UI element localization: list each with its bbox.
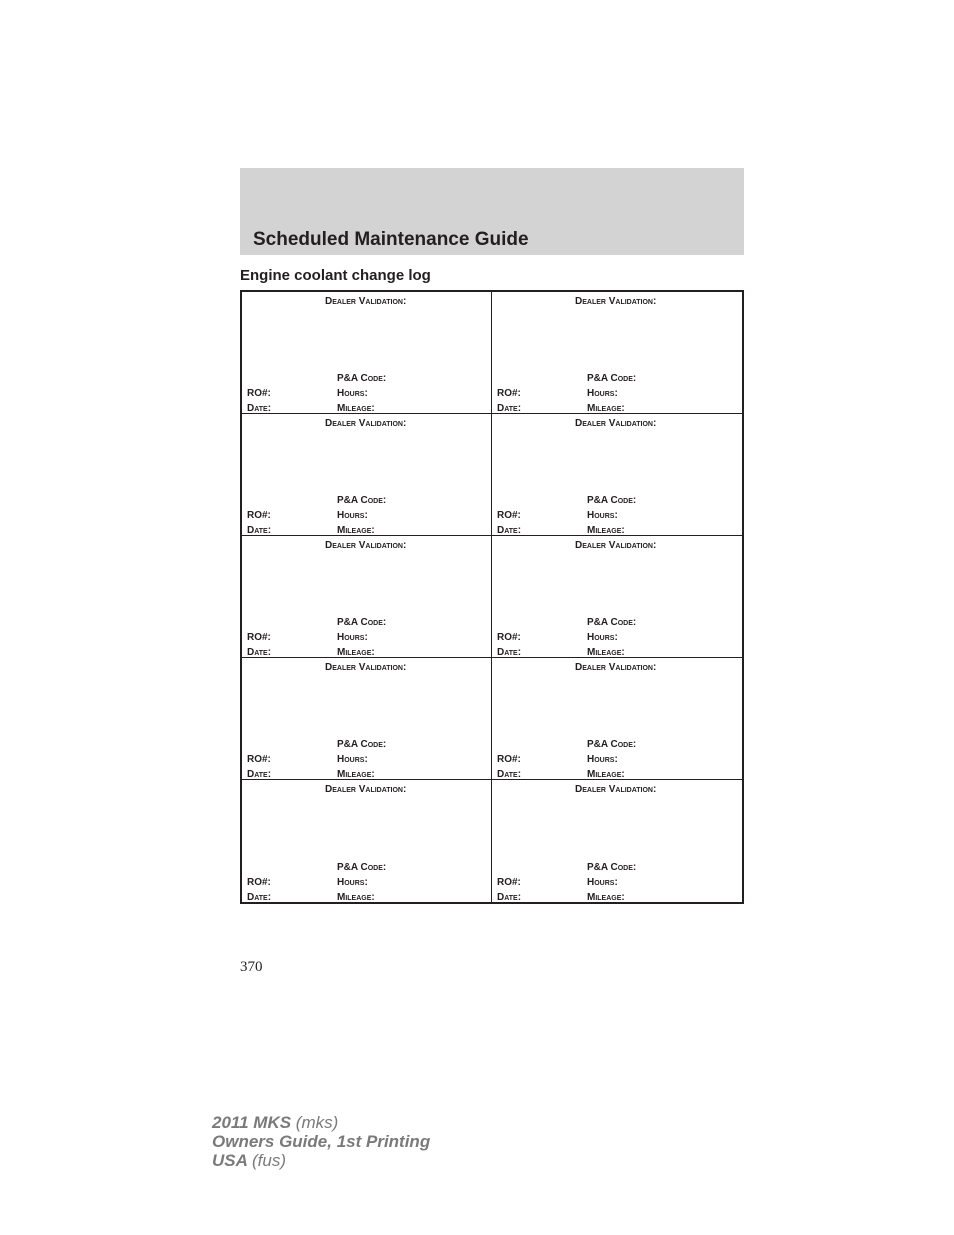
hours-label: Hours:: [587, 754, 618, 765]
dealer-validation-label: Dealer Validation:: [575, 296, 657, 307]
coolant-change-log-table: [240, 290, 744, 904]
dealer-validation-label: Dealer Validation:: [575, 784, 657, 795]
log-entry-cell: [492, 658, 742, 780]
footer-market: USA: [212, 1151, 248, 1170]
pa-code-label: P&A Code:: [337, 739, 387, 750]
dealer-validation-label: Dealer Validation:: [325, 662, 407, 673]
dealer-validation-label: Dealer Validation:: [325, 540, 407, 551]
dealer-validation-label: Dealer Validation:: [325, 784, 407, 795]
footer-model: 2011 MKS: [212, 1113, 292, 1132]
footer-line-market: [212, 1151, 430, 1170]
log-entry-cell: [242, 658, 492, 780]
ro-number-label: RO#:: [497, 388, 521, 399]
ro-number-label: RO#:: [497, 754, 521, 765]
pa-code-label: P&A Code:: [587, 862, 637, 873]
footer-line-model: [212, 1113, 430, 1132]
footer-market-code: (fus): [252, 1151, 286, 1170]
date-label: Date:: [497, 892, 522, 903]
footer-guide-edition: Owners Guide, 1st Printing: [212, 1132, 431, 1151]
header-band: [240, 168, 744, 255]
pa-code-label: P&A Code:: [587, 495, 637, 506]
ro-number-label: RO#:: [247, 388, 271, 399]
ro-number-label: RO#:: [497, 877, 521, 888]
ro-number-label: RO#:: [247, 754, 271, 765]
page-number: 370: [240, 959, 263, 975]
date-label: Date:: [247, 403, 272, 414]
pa-code-label: P&A Code:: [587, 739, 637, 750]
mileage-label: Mileage:: [337, 403, 375, 414]
mileage-label: Mileage:: [337, 525, 375, 536]
log-entry-cell: [492, 780, 742, 902]
pa-code-label: P&A Code:: [587, 373, 637, 384]
dealer-validation-label: Dealer Validation:: [575, 662, 657, 673]
ro-number-label: RO#:: [497, 632, 521, 643]
date-label: Date:: [247, 525, 272, 536]
hours-label: Hours:: [587, 510, 618, 521]
hours-label: Hours:: [337, 388, 368, 399]
hours-label: Hours:: [337, 877, 368, 888]
date-label: Date:: [497, 525, 522, 536]
ro-number-label: RO#:: [247, 632, 271, 643]
date-label: Date:: [247, 769, 272, 780]
footer-line-guide: [212, 1132, 430, 1151]
footer-model-code: (mks): [295, 1113, 339, 1132]
hours-label: Hours:: [337, 754, 368, 765]
mileage-label: Mileage:: [587, 403, 625, 414]
pa-code-label: P&A Code:: [337, 495, 387, 506]
pa-code-label: P&A Code:: [337, 373, 387, 384]
log-entry-cell: [242, 780, 492, 902]
log-entry-cell: [242, 536, 492, 658]
date-label: Date:: [497, 403, 522, 414]
hours-label: Hours:: [587, 388, 618, 399]
pa-code-label: P&A Code:: [337, 862, 387, 873]
date-label: Date:: [497, 769, 522, 780]
section-title: Engine coolant change log: [240, 267, 431, 284]
ro-number-label: RO#:: [247, 877, 271, 888]
log-entry-cell: [492, 292, 742, 414]
log-entry-cell: [242, 414, 492, 536]
dealer-validation-label: Dealer Validation:: [325, 296, 407, 307]
hours-label: Hours:: [337, 510, 368, 521]
pa-code-label: P&A Code:: [337, 617, 387, 628]
log-entry-cell: [492, 536, 742, 658]
mileage-label: Mileage:: [337, 769, 375, 780]
dealer-validation-label: Dealer Validation:: [575, 540, 657, 551]
mileage-label: Mileage:: [337, 892, 375, 903]
mileage-label: Mileage:: [587, 769, 625, 780]
mileage-label: Mileage:: [587, 525, 625, 536]
date-label: Date:: [247, 892, 272, 903]
hours-label: Hours:: [337, 632, 368, 643]
date-label: Date:: [247, 647, 272, 658]
dealer-validation-label: Dealer Validation:: [575, 418, 657, 429]
footer-printing-info: [212, 1113, 430, 1170]
mileage-label: Mileage:: [337, 647, 375, 658]
page-title: Scheduled Maintenance Guide: [253, 229, 529, 250]
log-entry-cell: [492, 414, 742, 536]
ro-number-label: RO#:: [497, 510, 521, 521]
log-entry-cell: [242, 292, 492, 414]
dealer-validation-label: Dealer Validation:: [325, 418, 407, 429]
pa-code-label: P&A Code:: [587, 617, 637, 628]
hours-label: Hours:: [587, 632, 618, 643]
date-label: Date:: [497, 647, 522, 658]
hours-label: Hours:: [587, 877, 618, 888]
ro-number-label: RO#:: [247, 510, 271, 521]
mileage-label: Mileage:: [587, 647, 625, 658]
mileage-label: Mileage:: [587, 892, 625, 903]
